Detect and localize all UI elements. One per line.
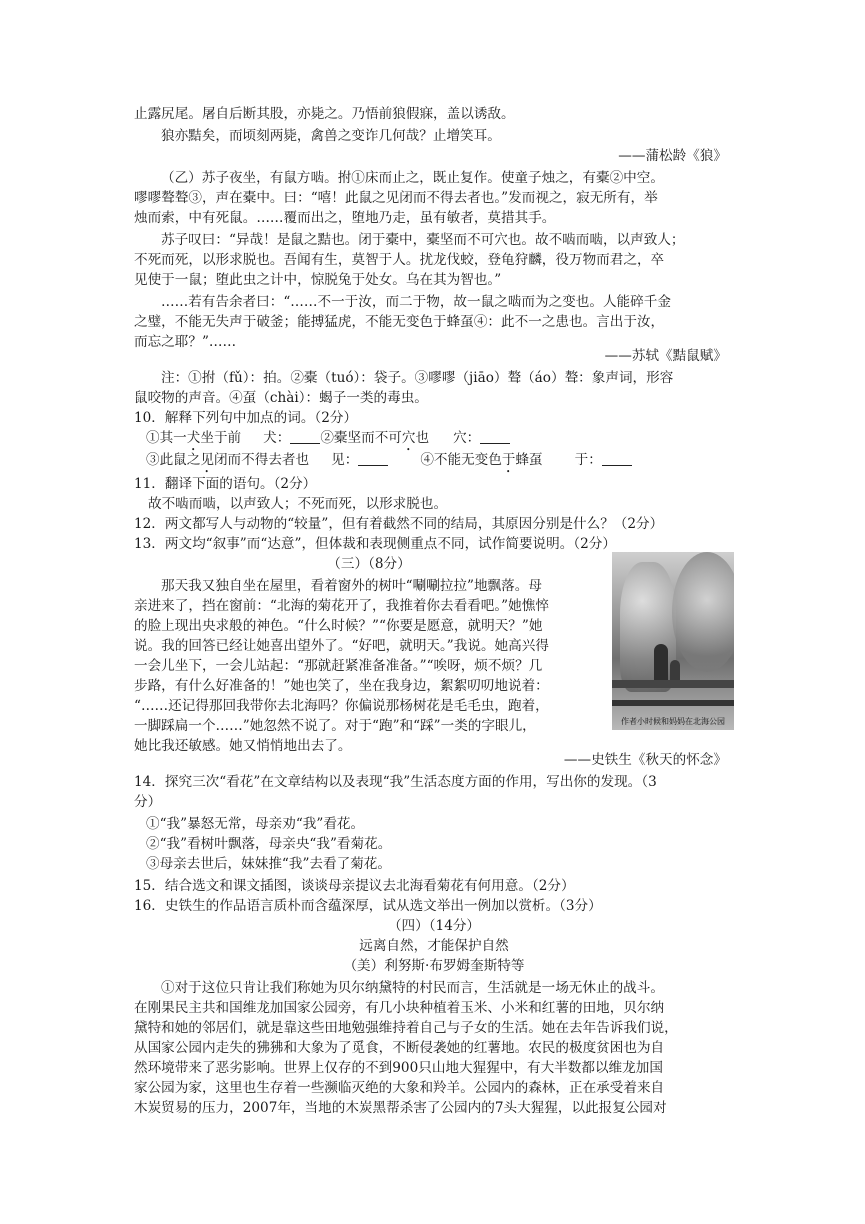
question-13: 13．两文均“叙事”而“达意”，但体裁和表现侧重点不同，试作简要说明。（2分） — [134, 536, 616, 552]
text-line: ①对于这位只肯让我们称她为贝尔纳黛特的村民而言，生活就是一场无休止的战斗。 — [161, 980, 664, 996]
question-10: 10．解释下列句中加点的词。（2分） — [134, 410, 358, 426]
text-line: 狼亦黠矣，而顷刻两毙，禽兽之变诈几何哉？止增笑耳。 — [161, 128, 501, 144]
text-line: 然环境带来了恶劣影响。世界上仅存的不到900只山地大猩猩中，有大半数都以维龙加国 — [134, 1060, 663, 1076]
photo-caption: 作者小时候和妈妈在北海公园 — [621, 717, 725, 726]
question-14-item: ③母亲去世后，妹妹推“我”去看了菊花。 — [146, 856, 391, 872]
section-4-heading: （四）（14分） — [387, 918, 481, 934]
text-line: （乙）苏子夜坐，有鼠方啮。拊①床而止之，既止复作。使童子烛之，有橐②中空。 — [161, 170, 664, 186]
source-line: ——史铁生《秋天的怀念》 — [563, 752, 727, 768]
answer-blank[interactable] — [290, 429, 320, 444]
question-14-item: ①“我”暴怒无常，母亲劝“我”看花。 — [146, 816, 365, 832]
text-line: 之璧，不能无失声于破釜；能搏猛虎，不能无变色于蜂虿④：此不一之患也。言出于汝， — [134, 314, 665, 330]
text-line: 在刚果民主共和国维龙加国家公园旁，有几小块种植着玉米、小米和红薯的田地，贝尔纳 — [134, 1000, 665, 1016]
article-title: 远离自然，才能保护自然 — [359, 938, 509, 954]
question-15: 15．结合选文和课文插图，谈谈母亲提议去北海看菊花有何用意。（2分） — [134, 878, 575, 894]
text-line: 从国家公园内走失的狒狒和大象为了觅食，不断侵袭她的红薯地。农民的极度贫困也为自 — [134, 1040, 665, 1056]
text-line: 亲进来了，挡在窗前：“北海的菊花开了，我推着你去看看吧。”她憔悴 — [134, 598, 549, 614]
source-line: ——蒲松龄《狼》 — [618, 148, 727, 164]
text-line: 不死而死，以形求脱也。吾闻有生，莫智于人。扰龙伐蛟，登龟狩麟，役万物而君之，卒 — [134, 252, 665, 268]
source-line: ——苏轼《黠鼠赋》 — [604, 348, 727, 364]
section-3-heading: （三）（8分） — [327, 556, 411, 572]
note-line: 鼠咬物的声音。④虿（chài）：蝎子一类的毒虫。 — [134, 390, 428, 406]
question-14-item: ②“我”看树叶飘落，母亲央“我”看菊花。 — [146, 836, 392, 852]
text-line: “……还记得那回我带你去北海吗？你偏说那杨树花是毛毛虫，跑着， — [134, 698, 549, 714]
answer-blank[interactable] — [358, 451, 388, 466]
question-11: 11．翻译下面的语句。（2分） — [134, 476, 317, 492]
text-line: 黛特和她的邻居们，就是靠这些田地勉强维持着自己与子女的生活。她在去年告诉我们说， — [134, 1020, 678, 1036]
text-line: 步路，有什么好准备的！”她也笑了，坐在我身边，絮絮叨叨地说着： — [134, 678, 549, 694]
question-16: 16．史铁生的作品语言质朴而含蕴深厚，试从选文举出一例加以赏析。（3分） — [134, 898, 602, 914]
text-line: 苏子叹曰：“异哉！是鼠之黠也。闭于橐中，橐坚而不可穴也。故不啮而啮，以声致人； — [161, 232, 685, 248]
text-line: 木炭贸易的压力，2007年，当地的木炭黑帮杀害了公园内的7头大猩猩，以此报复公园对 — [134, 1100, 667, 1116]
text-line: 烛而索，中有死鼠。……覆而出之，堕地乃走，虽有敏者，莫措其手。 — [134, 210, 556, 226]
answer-blank[interactable] — [602, 451, 632, 466]
text-line: 家公园为家，这里也生存着一些濒临灭绝的大象和羚羊。公园内的森林，正在承受着来自 — [134, 1080, 665, 1096]
text-line: 那天我又独自坐在屋里，看着窗外的树叶“唰唰拉拉”地飘落。母 — [161, 578, 542, 594]
note-line: 注：①拊（fǔ）：拍。②橐（tuó）：袋子。③嘐嘐（jiāo）聱（áo）聱：象声词，形容 — [161, 370, 674, 386]
illustration-photo — [612, 552, 734, 730]
text-line: 她比我还敏感。她又悄悄地出去了。 — [134, 738, 352, 754]
text-line: 的脸上现出央求般的神色。“什么时候？”“你要是愿意，就明天？”她 — [134, 618, 543, 634]
text-line: ……若有告余者曰：“……不一于汝，而二于物，故一鼠之啮而为之变也。人能碎千金 — [161, 294, 671, 310]
text-line: 说。我的回答已经让她喜出望外了。“好吧，就明天。”我说。她高兴得 — [134, 638, 549, 654]
question-10-row2: ③此鼠之见闭而不得去者也 见： ④不能无变色于蜂虿 于： — [146, 450, 746, 476]
question-14: 14．探究三次“看花”在文章结构以及表现“我”生活态度方面的作用，写出你的发现。（3 — [134, 774, 657, 790]
text-line: 嘐嘐聱聱③，声在橐中。曰：“嘻！此鼠之见闭而不得去者也。”发而视之，寂无所有，举 — [134, 190, 658, 206]
question-11-sentence: 故不啮而啮，以声致人；不死而死，以形求脱也。 — [148, 496, 448, 512]
text-line: 见使于一鼠；堕此虫之计中，惊脱兔于处女。乌在其为智也。” — [134, 272, 502, 288]
text-line: 而忘之耶？”…… — [134, 334, 237, 350]
question-10-row1: ①其一犬坐于前 犬： ②橐坚而不可穴也 穴： — [146, 428, 746, 454]
question-12: 12．两文都写人与动物的“较量”，但有着截然不同的结局，其原因分别是什么？（2分） — [134, 516, 664, 532]
text-line: 一会儿坐下，一会儿站起：“那就赶紧准备准备。”“唉呀，烦不烦？几 — [134, 658, 543, 674]
text-line: 一脚踩扁一个……”她忽然不说了。对于“跑”和“踩”一类的字眼儿， — [134, 718, 536, 734]
question-14-cont: 分） — [134, 794, 162, 810]
answer-blank[interactable] — [480, 429, 510, 444]
article-author: （美）利努斯·布罗姆奎斯特等 — [343, 958, 525, 974]
text-line: 止露尻尾。屠自后断其股，亦毙之。乃悟前狼假寐，盖以诱敌。 — [134, 106, 515, 122]
